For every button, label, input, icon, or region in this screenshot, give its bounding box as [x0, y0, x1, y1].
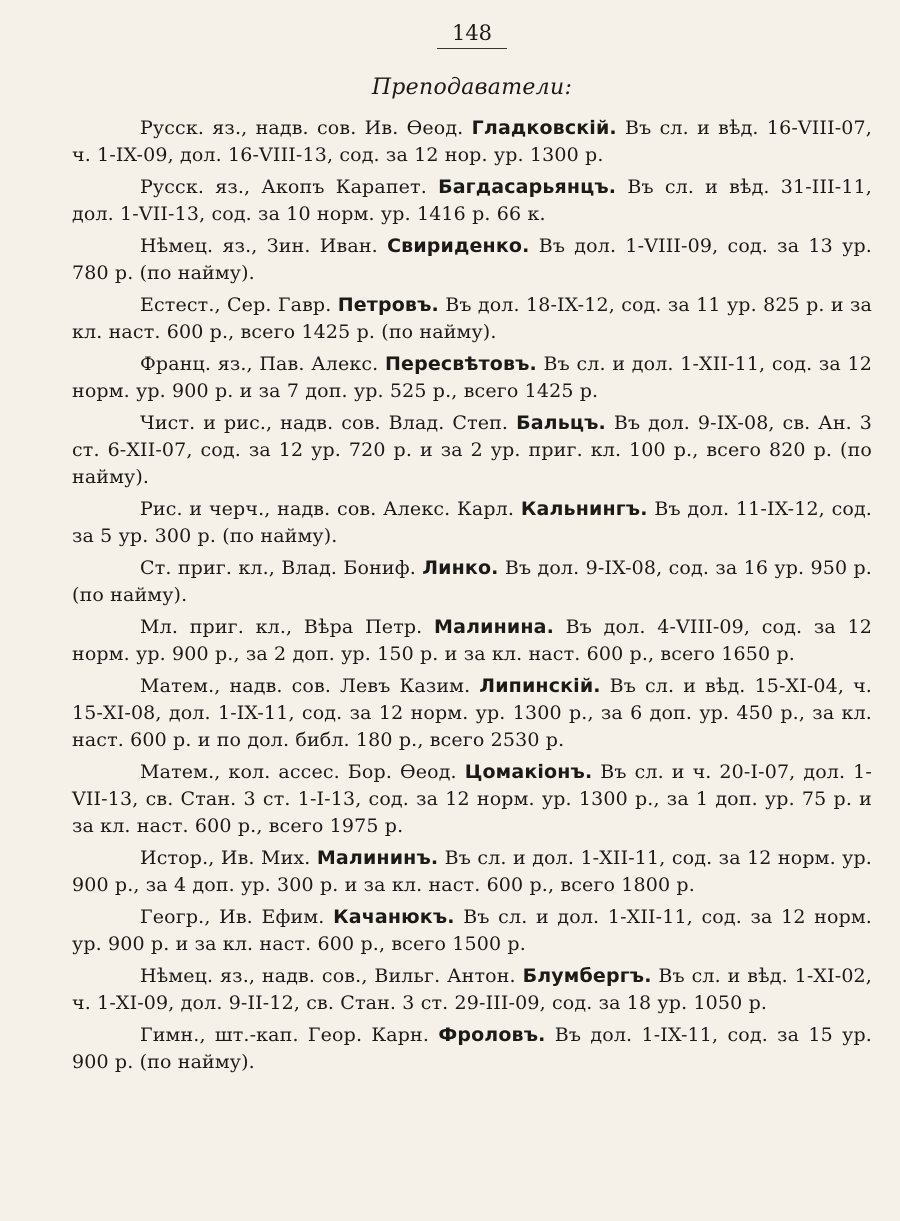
entry-surname: Липинскій. [479, 675, 601, 697]
entry-surname: Малинина. [434, 616, 554, 638]
entry-surname: Петровъ. [337, 294, 439, 316]
entry-service-details: Въ сл. и вѣд. 16-VIII-07, ч. 1-IX-09, дол. 16-VIII-13, сод. за 12 нор. ур. 1300 р. [72, 117, 872, 166]
entry-service-details: Въ сл. и дол. 1-XII-11, сод. за 12 норм. ур. 900 р. и за кл. наст. 600 р., всего 1500 р. [72, 906, 872, 955]
teacher-entry [72, 614, 872, 668]
entry-surname: Линко. [422, 557, 499, 579]
teacher-entry [72, 496, 872, 550]
teacher-entry [72, 292, 872, 346]
entry-subject-and-rank: Русск. яз., Акопъ Карапет. [140, 176, 427, 198]
entry-surname: Блумбергъ. [522, 965, 652, 987]
entry-surname: Качанюкъ. [333, 906, 455, 928]
entry-subject-and-rank: Нѣмец. яз., надв. сов., Вильг. Антон. [140, 965, 516, 987]
entry-subject-and-rank: Чист. и рис., надв. сов. Влад. Степ. [140, 412, 509, 434]
entry-service-details: Въ дол. 1-VIII-09, сод. за 13 ур. 780 р. (по найму). [72, 235, 872, 284]
teacher-entry [72, 174, 872, 228]
entry-service-details: Въ дол. 11-IX-12, сод. за 5 ур. 300 р. (по найму). [72, 498, 873, 547]
entry-subject-and-rank: Истор., Ив. Мих. [140, 847, 311, 869]
entry-service-details: Въ дол. 18-IX-12, сод. за 11 ур. 825 р. и за кл. наст. 600 р., всего 1425 р. (по найму). [72, 294, 872, 343]
teacher-entry [72, 845, 872, 899]
entry-surname: Багдасарьянцъ. [438, 176, 617, 198]
entry-surname: Гладковскій. [471, 117, 617, 139]
teacher-entry [72, 410, 872, 491]
entry-surname: Цомакіонъ. [464, 761, 593, 783]
entry-service-details: Въ дол. 1-IX-11, сод. за 15 ур. 900 р. (по найму). [72, 1024, 872, 1073]
entry-surname: Фроловъ. [438, 1024, 546, 1046]
entry-service-details: Въ дол. 9-IX-08, св. Ан. 3 ст. 6-XII-07, сод. за 12 ур. 720 р. и за 2 ур. приг. кл. 100 р., всего 820 р. (по найму). [72, 412, 872, 488]
entry-subject-and-rank: Ст. приг. кл., Влад. Бониф. [140, 557, 416, 579]
teacher-entry [72, 233, 872, 287]
entry-surname: Бальцъ. [516, 412, 606, 434]
teacher-entry [72, 963, 872, 1017]
entry-service-details: Въ сл. и дол. 1-XII-11, сод. за 12 норм. ур. 900 р. и за 7 доп. ур. 525 р., всего 1425 р. [72, 353, 872, 402]
teacher-list [72, 115, 872, 1076]
entry-subject-and-rank: Гимн., шт.-кап. Геор. Карн. [140, 1024, 430, 1046]
entry-subject-and-rank: Нѣмец. яз., Зин. Иван. [140, 235, 378, 257]
teacher-entry [72, 904, 872, 958]
teacher-entry [72, 555, 872, 609]
entry-surname: Свириденко. [387, 235, 530, 257]
entry-service-details: Въ дол. 9-IX-08, сод. за 16 ур. 950 р. (по найму). [72, 557, 872, 606]
entry-service-details: Въ сл. и вѣд. 1-XI-02, ч. 1-XI-09, дол. 9-II-12, св. Стан. 3 ст. 29-III-09, сод. за 18 ур. 1050 р. [72, 965, 872, 1014]
entry-subject-and-rank: Геогр., Ив. Ефим. [140, 906, 325, 928]
entry-service-details: Въ сл. и дол. 1-XII-11, сод. за 12 норм. ур. 900 р., за 4 доп. ур. 300 р. и за кл. наст. 600 р., всего 1800 р. [72, 847, 872, 896]
page-number: 148 [437, 18, 507, 49]
teacher-entry [72, 759, 872, 840]
teacher-entry [72, 115, 872, 169]
teacher-entry [72, 673, 872, 754]
entry-service-details: Въ сл. и вѣд. 15-XI-04, ч. 15-XI-08, дол. 1-IX-11, сод. за 12 норм. ур. 1300 р., за 6 доп. ур. 450 р., за кл. наст. 600 р. и по дол. библ. 180 р., всего 2530 р. [72, 675, 872, 751]
entry-surname: Малининъ. [316, 847, 439, 869]
entry-service-details: Въ дол. 4-VIII-09, сод. за 12 норм. ур. 900 р., за 2 доп. ур. 150 р. и за кл. наст. 600 р., всего 1650 р. [72, 616, 872, 665]
entry-subject-and-rank: Мл. приг. кл., Вѣра Петр. [140, 616, 423, 638]
entry-subject-and-rank: Матем., кол. ассес. Бор. Ѳеод. [140, 761, 457, 783]
entry-surname: Пересвѣтовъ. [384, 353, 537, 375]
entry-subject-and-rank: Русск. яз., надв. сов. Ив. Ѳеод. [140, 117, 464, 139]
section-heading: Преподаватели: [371, 75, 573, 100]
entry-subject-and-rank: Естест., Сер. Гавр. [140, 294, 332, 316]
entry-service-details: Въ сл. и вѣд. 31-III-11, дол. 1-VII-13, сод. за 10 норм. ур. 1416 р. 66 к. [72, 176, 872, 225]
entry-subject-and-rank: Рис. и черч., надв. сов. Алекс. Карл. [140, 498, 515, 520]
teacher-entry [72, 351, 872, 405]
teacher-entry [72, 1022, 872, 1076]
entry-surname: Кальнингъ. [520, 498, 648, 520]
entry-service-details: Въ сл. и ч. 20-I-07, дол. 1-VII-13, св. Стан. 3 ст. 1-I-13, сод. за 12 норм. ур. 1300 р., за 1 доп. ур. 75 р. и за кл. наст. 600 р., всего 1975 р. [72, 761, 872, 837]
entry-subject-and-rank: Матем., надв. сов. Левъ Казим. [140, 675, 471, 697]
entry-subject-and-rank: Франц. яз., Пав. Алекс. [140, 353, 379, 375]
